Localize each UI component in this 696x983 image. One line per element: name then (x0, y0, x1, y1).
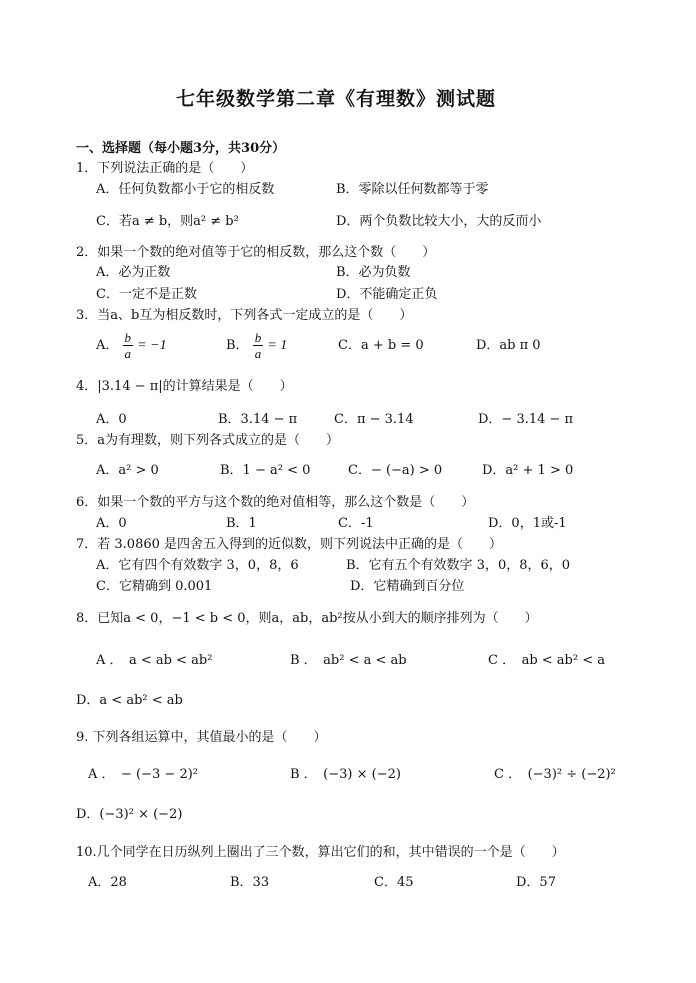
q6-stem: 6．如果一个数的平方与这个数的绝对值相等，那么这个数是（ ） (76, 495, 475, 510)
q10-stem: 10.几个同学在日历纵列上圈出了三个数，算出它们的和，其中错误的一个是（ ） (76, 845, 565, 860)
q3-option-a-label: A． (96, 338, 119, 353)
q3-option-a-fraction (123, 330, 134, 361)
q5-stem: 5．a为有理数，则下列各式成立的是（ ） (76, 433, 340, 448)
q3-option-a-rest: = −1 (137, 338, 167, 353)
q1-option-c: C．若a ≠ b，则a² ≠ b² (96, 214, 239, 229)
q2-option-b: B．必为负数 (336, 265, 411, 280)
q3-option-b-label: B． (226, 338, 249, 353)
q7-option-c: C．它精确到 0.001 (96, 579, 213, 594)
q6-option-b: B．1 (226, 516, 257, 531)
q2-option-d: D．不能确定正负 (336, 287, 438, 302)
q10-option-d: D．57 (516, 875, 556, 890)
q4-option-c: C．π − 3.14 (334, 412, 414, 427)
q7-option-b: B．它有五个有效数字 3，0，8，6，0 (346, 558, 571, 573)
q5-option-c: C．− (−a) > 0 (348, 463, 443, 478)
q9-option-c: C ． (−3)² ÷ (−2)² (494, 767, 616, 782)
q2-option-c: C．一定不是正数 (96, 287, 197, 302)
q5-option-a: A．a² > 0 (96, 463, 159, 478)
section-heading: 一、选择题（每小题3分，共30分） (76, 141, 286, 156)
q3-option-b-numerator: b (254, 330, 262, 345)
q7-option-a: A．它有四个有效数字 3，0，8，6 (96, 558, 299, 573)
q10-option-b: B．33 (230, 875, 270, 890)
q10-option-c: C．45 (374, 875, 414, 890)
q8-option-c: C ． ab < ab² < a (488, 653, 606, 668)
q6-option-c: C．-1 (338, 516, 374, 531)
q3-option-c: C．a + b = 0 (338, 338, 424, 353)
q3-option-b-rest: = 1 (267, 338, 288, 353)
q4-option-a: A．0 (96, 412, 127, 427)
q3-option-b-denominator: a (254, 346, 262, 361)
q7-stem: 7．若 3.0860 是四舍五入得到的近似数，则下列说法中正确的是（ ） (76, 537, 503, 552)
q5-option-b: B．1 − a² < 0 (220, 463, 311, 478)
q8-option-d: D．a < ab² < ab (76, 693, 183, 708)
q8-option-b: B ． ab² < a < ab (290, 653, 407, 668)
q4-option-b: B．3.14 − π (218, 412, 298, 427)
q4-stem: 4．|3.14 − π|的计算结果是（ ） (76, 379, 293, 394)
q3-option-a-denominator: a (124, 346, 132, 361)
q8-stem: 8．已知a < 0，−1 < b < 0，则a，ab，ab²按从小到大的顺序排列为（ ） (76, 611, 538, 626)
q3-option-b (226, 329, 287, 363)
q1-option-a: A．任何负数都小于它的相反数 (96, 182, 275, 197)
q2-stem: 2．如果一个数的绝对值等于它的相反数，那么这个数（ ） (76, 245, 436, 260)
q3-option-d: D．ab π 0 (476, 338, 541, 353)
q9-option-d: D．(−3)² × (−2) (76, 807, 183, 822)
q6-option-a: A．0 (96, 516, 127, 531)
q6-option-d: D．0，1或-1 (488, 516, 567, 531)
q9-option-a: A ． − (−3 − 2)² (88, 767, 198, 782)
q1-option-d: D．两个负数比较大小，大的反而小 (336, 214, 542, 229)
q9-option-b: B ． (−3) × (−2) (290, 767, 401, 782)
q3-stem: 3．当a、b互为相反数时，下列各式一定成立的是（ ） (76, 308, 413, 323)
q3-option-a-numerator: b (124, 330, 132, 345)
q9-stem: 9. 下列各组运算中，其值最小的是（ ） (76, 730, 327, 745)
q4-option-d: D．− 3.14 − π (478, 412, 574, 427)
q10-option-a: A．28 (88, 875, 127, 890)
q7-option-d: D．它精确到百分位 (350, 579, 465, 594)
q8-option-a: A ． a < ab < ab² (96, 653, 213, 668)
q5-option-d: D．a² + 1 > 0 (482, 463, 574, 478)
q3-option-b-fraction (253, 330, 264, 361)
q2-option-a: A．必为正数 (96, 265, 171, 280)
q1-stem: 1．下列说法正确的是（ ） (76, 161, 254, 176)
q1-option-b: B．零除以任何数都等于零 (336, 182, 489, 197)
q3-option-a (96, 329, 167, 363)
page-title: 七年级数学第二章《有理数》测试题 (176, 88, 497, 110)
